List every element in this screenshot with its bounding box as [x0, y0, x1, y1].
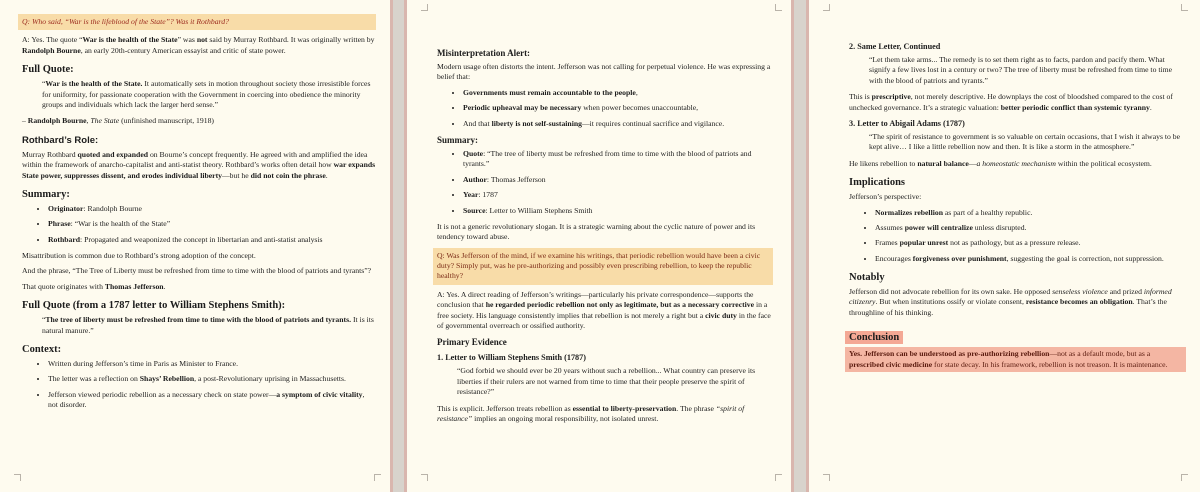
list-item [463, 206, 773, 216]
list-item [48, 374, 376, 384]
document-page-2 [404, 0, 794, 492]
bold-text: Periodic upheaval may be necessary [463, 103, 582, 113]
bold-text: essential to liberty-preservation [572, 403, 677, 413]
list-item [48, 235, 376, 245]
letter-3-quote: “The spirit of resistance to government is so valuable on certain occasions, that I wish it always to be kept alive… I like a little rebellion now and then. It is like a storm in the atmosphere.” [869, 131, 1181, 152]
bold-text: prescribed civic medicine [849, 359, 933, 369]
text-run: —it requires continual sacrifice and vigilance. [581, 118, 725, 128]
bold-text: Year [463, 190, 479, 200]
summary-heading: Summary: [437, 134, 478, 145]
text-run: – [22, 116, 28, 126]
text-run: This is [849, 92, 872, 102]
text-run: (unfinished manuscript, 1918) [119, 116, 214, 126]
text-run: : Thomas Jefferson [486, 174, 546, 184]
letter-1-commentary [437, 404, 773, 425]
bold-text: civic duty [705, 310, 737, 320]
bold-text: resistance becomes an obligation [1025, 297, 1133, 307]
list-item [463, 175, 773, 185]
bold-text: Author [463, 174, 487, 184]
context-heading: Context: [22, 344, 62, 356]
misattribution-note: Misattribution is common due to Rothbard’s strong adoption of the concept. [22, 251, 256, 261]
text-run: And that [463, 118, 492, 128]
origin-note [22, 282, 376, 292]
list-item [875, 254, 1186, 264]
text-run: It automatically sets in motion throughout society those irresistible forces for uniformity, for passionate cooperation with the Government in coercing into obedience the minority groups and individuals which lack the larger herd sense.” [42, 79, 371, 109]
text-run: on Bourne’s concept frequently. He agreed with and amplified the idea within the framework of anarcho-capitalist and anti-statist theory. Rothbard’s works often detail how [22, 149, 368, 170]
text-run: , not merely descriptive. He downplays the cost of bloodshed compared to the cost of unchecked governance. It’s a strategic valuation: [849, 92, 1173, 112]
page-corner-mark [1181, 4, 1188, 11]
text-run: , suggesting the goal is correction, not suppression. [1006, 253, 1164, 263]
answer-paragraph [22, 35, 376, 56]
text-run: —but he [221, 170, 251, 180]
perspective-label: Jefferson’s perspective: [849, 192, 922, 202]
text-run: when power becomes unaccountable, [581, 103, 699, 113]
text-run: as part of a healthy republic. [942, 207, 1033, 217]
text-run: unless disrupted. [972, 222, 1027, 232]
bold-text: Originator [48, 203, 84, 213]
text-run: : 1787 [478, 190, 498, 200]
bold-text: Source [463, 205, 486, 215]
bold-text: Randolph Bourne [27, 116, 87, 126]
text-run: implies an ongoing moral responsibility, not isolated unrest. [472, 413, 659, 423]
bold-text: Rothbard [48, 234, 81, 244]
text-run: , not disorder. [48, 389, 365, 410]
bold-text: a symptom of civic vitality [276, 389, 363, 399]
text-run: That quote originates with [22, 281, 105, 291]
letter-2-quote: “Let them take arms... The remedy is to set them right as to facts, pardon and pacify them. What signify a few lives lost in a century or two? The tree of liberty must be refreshed from time to time with the blood of patriots and tyrants.” [869, 55, 1172, 85]
bold-text: Governments must remain accountable to the people [463, 87, 636, 97]
page-corner-mark [1181, 474, 1188, 481]
primary-evidence-heading: Primary Evidence [437, 337, 507, 348]
text-run: A: Yes. A direct reading of Jefferson’s writings—particularly his private correspondence—supports the conclusion that [437, 289, 754, 310]
text-run: and prized [1107, 287, 1144, 297]
list-item [463, 103, 773, 113]
list-item [463, 119, 773, 129]
bold-text: did not coin the phrase [250, 170, 326, 180]
text-run: A: Yes. The quote “ [22, 35, 83, 45]
text-run: : Randolph Bourne [83, 203, 142, 213]
italic-text: “spirit of resistance” [437, 403, 745, 423]
list-item [48, 390, 376, 411]
text-run: . That’s the throughline of his thinking. [849, 297, 1167, 317]
text-run: Encourages [875, 253, 913, 263]
bold-text: quoted and expanded [77, 149, 149, 159]
text-run: Jefferson viewed periodic rebellion as a necessary check on state power— [48, 389, 277, 399]
misinterpretation-list [437, 88, 773, 129]
text-run: , [635, 87, 638, 97]
text-run: Jefferson did not advocate rebellion for its own sake. He opposed [849, 287, 1053, 297]
rothbard-role-paragraph [22, 150, 376, 181]
bold-text: better periodic conflict than systemic tyranny [1000, 102, 1150, 112]
letter-3-heading: 3. Letter to Abigail Adams (1787) [849, 118, 965, 128]
text-run: : Letter to William Stephens Smith [485, 205, 593, 215]
text-run: , an early 20th-century American essayist and critic of state power. [80, 45, 286, 55]
natural-balance-paragraph [849, 159, 1186, 169]
bold-text: Randolph Bourne [22, 45, 81, 55]
text-run: Assumes [875, 222, 905, 232]
text-run: , [86, 116, 91, 126]
bold-text: forgiveness over punishment [912, 253, 1007, 263]
letter-2-heading: 2. Same Letter, Continued [849, 42, 941, 51]
bourne-quote [42, 79, 376, 110]
text-run: . The phrase [676, 403, 716, 413]
summary-heading: Summary: [22, 188, 70, 200]
attribution [22, 116, 376, 126]
summary-list [437, 149, 773, 216]
page-corner-mark [775, 474, 782, 481]
text-run: , a post-Revolutionary uprising in Massachusetts. [194, 374, 346, 384]
question-highlight: Q: Who said, “War is the lifeblood of the State”? Was it Rothbard? [18, 14, 376, 30]
page-corner-mark [775, 4, 782, 11]
italic-text: senseless violence [1052, 287, 1108, 297]
page-corner-mark [374, 474, 381, 481]
bold-text: war expands State power, suppresses dissent, and erodes individual liberty [22, 160, 376, 180]
bold-text: The tree of liberty must be refreshed from time to time with the blood of patriots and tyrants. [45, 315, 352, 325]
letter-1-quote: “God forbid we should ever be 20 years without such a rebellion... What country can preserve its liberties if their rulers are not warned from time to time that their people preserve the spirit of resistance?” [457, 366, 756, 397]
misinterpretation-paragraph: Modern usage often distorts the intent. Jefferson was not calling for perpetual violence. He was expressing a belief that: [437, 62, 771, 82]
bold-text: popular unrest [899, 238, 949, 248]
follow-up-question: And the phrase, “The Tree of Liberty must be refreshed from time to time with the blood of patriots and tyrants”? [22, 266, 372, 276]
bold-text: Normalizes rebellion [875, 207, 943, 217]
bold-text: liberty is not self-sustaining [491, 118, 582, 128]
text-run: : “The tree of liberty must be refreshed from time to time with the blood of patriots and tyrants.” [463, 148, 752, 169]
italic-text: The State [90, 116, 120, 126]
context-list [22, 359, 376, 411]
bold-text: natural balance [917, 158, 969, 168]
prescriptive-paragraph [849, 92, 1186, 113]
full-quote-1787-heading: Full Quote (from a 1787 letter to William Stephens Smith): [22, 300, 286, 312]
notably-heading: Notably [849, 272, 885, 284]
page-corner-mark [421, 4, 428, 11]
bold-text: power will centralize [904, 222, 973, 232]
document-page-3 [806, 0, 1200, 492]
bold-text: War is the health of the State [82, 35, 178, 45]
text-run: : Propagated and weaponized the concept in libertarian and anti-statist analysis [80, 234, 323, 244]
text-run: in a free society. His language consistently implies that rebellion is not merely a right but a [437, 300, 768, 320]
text-run: . But when institutions ossify or violate consent, [875, 297, 1026, 307]
page-corner-mark [14, 474, 21, 481]
text-run: He likens rebellion to [849, 158, 918, 168]
full-quote-heading: Full Quote: [22, 64, 74, 76]
text-run: within the political ecosystem. [1055, 158, 1152, 168]
text-run: . [325, 170, 328, 180]
text-run: said by Murray Rothbard. It was originally written by [207, 35, 375, 45]
text-run: This is explicit. Jefferson treats rebellion as [437, 403, 573, 413]
bold-text: War is the health of the State. [45, 79, 143, 89]
answer-paragraph [437, 290, 773, 332]
jefferson-quote [42, 315, 376, 336]
list-item [875, 223, 1186, 233]
notably-paragraph [849, 287, 1186, 318]
conclusion-paragraph [845, 347, 1186, 372]
list-item [48, 204, 376, 214]
text-run: The letter was a reflection on [48, 374, 140, 384]
bold-text: prescriptive [871, 92, 911, 102]
implications-heading: Implications [849, 177, 906, 189]
bold-text: Quote [463, 148, 484, 158]
page-corner-mark [421, 474, 428, 481]
bold-text: Thomas Jefferson [104, 281, 164, 291]
text-run: . [163, 281, 166, 291]
text-run: in the face of governmental overreach or ossified authority. [437, 310, 771, 331]
text-run: — [968, 158, 977, 168]
implications-list [849, 208, 1186, 265]
bold-text: Shays’ Rebellion [139, 374, 195, 384]
text-run: “ [42, 79, 46, 89]
text-run: : “War is the health of the State” [70, 219, 171, 229]
question-highlight: Q: Was Jefferson of the mind, if we examine his writings, that periodic rebellion would have been a civic duty? Simply put, was he pre-authorizing and possibly even prescribing rebellion, to keep the republic healthy? [433, 248, 773, 285]
list-item [463, 149, 773, 170]
list-item [875, 238, 1186, 248]
conclusion-heading: Conclusion [845, 331, 903, 344]
misinterpretation-heading: Misinterpretation Alert: [437, 48, 531, 58]
italic-text: informed citizenry [849, 287, 1172, 307]
bold-text: Phrase [48, 219, 71, 229]
strategic-warning: It is not a generic revolutionary slogan. It is a strategic warning about the cyclic nature of power and its tendency toward abuse. [437, 221, 756, 242]
page-corner-mark [823, 474, 830, 481]
letter-1-heading: 1. Letter to William Stephens Smith (1787) [437, 353, 586, 363]
italic-text: a homeostatic mechanism [976, 158, 1056, 168]
text-run: . [1149, 102, 1152, 112]
page-corner-mark [823, 4, 830, 11]
summary-list [22, 204, 376, 245]
rothbard-role-heading: Rothbard’s Role: [22, 134, 99, 146]
text-run: Murray Rothbard [22, 149, 78, 159]
text-run: ” was [177, 35, 197, 45]
text-run: not as pathology, but as a pressure release. [948, 238, 1081, 248]
text-run: “ [42, 315, 46, 325]
bold-text: he regarded periodic rebellion not only as legitimate, but as a necessary corrective [485, 300, 755, 310]
bold-text: not [196, 35, 208, 45]
text-run: It is its natural manure.” [42, 315, 374, 335]
list-item [48, 359, 376, 369]
text-run: Frames [875, 238, 900, 248]
text-run: Written during Jefferson’s time in Paris as Minister to France. [48, 359, 238, 369]
list-item [463, 88, 773, 98]
text-run: —not as a default mode, but as a [1049, 349, 1151, 359]
bold-text: Yes. Jefferson can be understood as pre-authorizing rebellion [849, 349, 1050, 359]
list-item [875, 208, 1186, 218]
document-page-1 [0, 0, 393, 492]
list-item [48, 219, 376, 229]
list-item [463, 190, 773, 200]
text-run: for state decay. In his framework, rebellion is not treason. It is maintenance. [932, 359, 1168, 369]
